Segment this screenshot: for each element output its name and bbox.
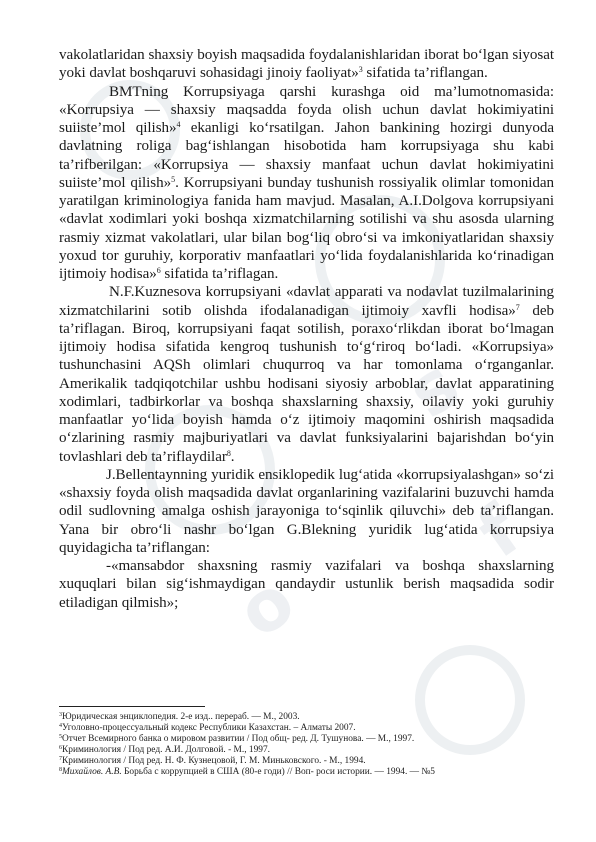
main-text [59,46,554,612]
svg-text:o: o [222,559,310,654]
footnote-ref-7: 7 [515,302,520,312]
svg-text:f: f [462,489,535,574]
paragraph-2-text-c: . Korrupsiyani bunday tushunish rossiyalik olimlar tomonidan yaratilgan kriminologiya fanida ham mavjud. Masalan, A.I.Dolgova korrupsiyani «davlat xodimlari yoki boshqa xizmatchilarning sotilishi va shu asosda ularning rasmiy xizmat vakolatlari, ular bilan bog‘liq obro‘si va imkoniyatlaridan shaxsiy yoxud tor guruhiy, korporativ manfaatlari yo‘lida foydalanishlarida ko‘rinadigan ijtimoiy hodisa» [59,174,554,282]
footnote-3: $^3$Юридическая энциклопедия. 2-е изд.. перераб. — М., 2003. [59,712,300,722]
footnote-ref-5: 5 [171,174,176,184]
footnote-4: $^4$Уголовно-процессуальный кодекс Республики Казахстан. – Алматы 2007. [59,723,356,734]
paragraph-2-text-b: ekanligi ko‘rsatilgan. Jahon bankining hozirgi dunyoda davlatning roliga bag‘ishlangan hisobotida ham korrupsiyaga shu kabi ta’rifberilgan: «Korrupsiya — shaxsiy manfaat uchun davlat hokimiyatini suiiste’mol qilish» [59,120,554,191]
paragraph-1-text: vakolatlaridan shaxsiy boyish maqsadida foydalanishlaridan iborat bo‘lgan siyosat yoki davlat boshqaruvi sohasidagi jinoiy faoliyat» [59,47,554,82]
footnote-ref-8: 8 [226,448,231,458]
paragraph-3-tail: . [230,448,235,465]
paragraph-2-text: BMTning Korrupsiyaga qarshi kurashga oid ma’lumotnomasida: «Korrupsiya — shaxsiy maqsadda foyda olish uchun davlat hokimiyatini suiiste’mol qilish» [59,83,554,136]
paragraph-3 [59,283,554,466]
footnote-ref-6: 6 [156,266,161,275]
paragraph-4: J.Bellentaynning yuridik ensiklopedik lug‘atida «korrupsiyalashgan» so‘zi «shaxsiy foyda olish maqsadida davlat organlarining vazifalarini buzuvchi hamda odil sudlovning amalga oshish jarayoniga to‘sqinlik qiluvchi» deb ta’riflangan. Yana bir obro‘li nashr bo‘lgan G.Blekning yuridik lug‘atida korrupsiya quyidagicha ta’riflangan: [59,466,554,556]
paragraph-1-tail: sifatida ta’riflangan. [362,65,488,82]
paragraph-5: -«mansabdor shaxsning rasmiy vazifalari va boshqa shaxslarning xuquqlari bilan sig‘ishmaydigan qandaydir ustunlik berish maqsadida sodir etiladigan qilmish»; [59,558,554,611]
footnote-separator [59,706,205,707]
paragraph-1 [59,46,554,83]
footnote-ref-4: 4 [176,120,181,129]
paragraph-3-text-b: deb ta’riflagan. Biroq, korrupsiyani faqat sotilish, poraxo‘rlikdan iborat bo‘lmagan ijtimoiy hodisa sifatida kengroq tushunish to‘g‘riroq bo‘ladi. «Korrupsiya» tushunchasini AQSh olimlari chuqurroq va har tomonlama o‘rganganlar. Amerikalik tadqiqotchilar ushbu hodisani siyosiy arboblar, davlat apparatining xodimlari, tadbirkorlar va boshqa shaxslarning shaxsiy, oilaviy yoki guruhiy manfaatlar yo‘lida boyish hamda o‘z ijtimoiy maqomini oshirish maqsadida o‘zlarining rasmiy majburiyatlari va davlat funksiyalarini bajarishdan bo‘yin tovlashlari deb ta’riflaydilar [59,302,554,465]
footnote-ref-3: 3 [358,65,363,75]
paragraph-3-text: N.F.Kuznesova korrupsiyani «davlat apparati va nodavlat tuzilmalarining xizmatchilarini sotib olishda ifodalanadigan ijtimoiy xavfli hodisa» [59,284,554,319]
svg-text:s: s [392,342,474,434]
footnote-8: $^8$Михайлов. А.В. Борьба с коррупцией в США (80-е годи) // Воп- роси истории. — 1994. — №5 [59,767,435,778]
footnote-6: $^6$Криминология / Под ред. А.И. Долговой. - М., 1997. [59,745,270,756]
footnotes [59,712,554,779]
footnote-5: $^5$Отчет Всемирного банка о мировом развитии / Под общ- ред. Д. Тушунова. — М., 1997. [59,734,415,745]
paragraph-2 [59,83,554,284]
footnote-7: $^7$Криминология / Под ред. Н. Ф. Кузнецовой, Г. М. Миньковского. - М., 1994. [59,756,366,767]
paragraph-2-tail: sifatida ta’riflagan. [160,266,279,282]
